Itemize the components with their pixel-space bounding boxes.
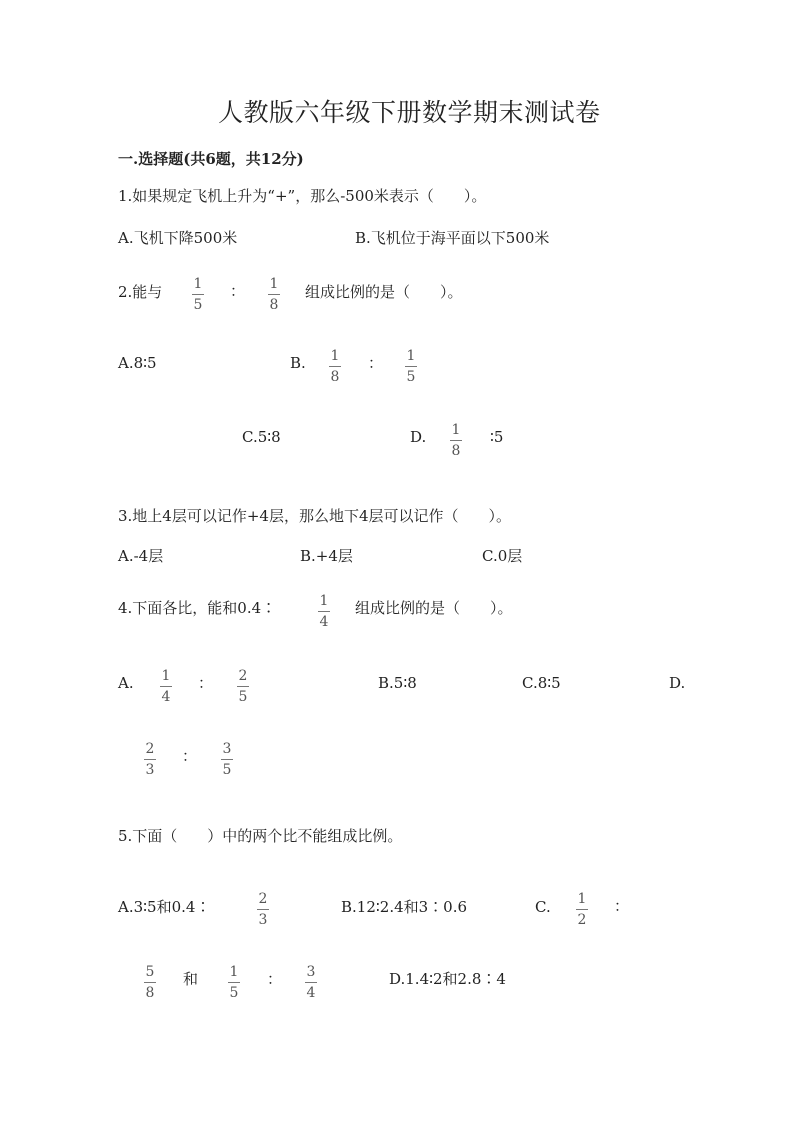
q4-option-b[interactable]: B.5∶8 xyxy=(378,674,417,692)
q2-option-d-tail: ∶5 xyxy=(490,428,504,446)
fraction xyxy=(192,277,204,312)
q4-option-c[interactable]: C.8∶5 xyxy=(522,674,561,692)
fraction-denominator: 5 xyxy=(238,689,248,705)
q4-option-d-label[interactable]: D. xyxy=(669,674,686,692)
fraction-denominator: 8 xyxy=(269,297,279,313)
q4-option-a-label[interactable]: A. xyxy=(118,674,134,692)
fraction-denominator: 5 xyxy=(229,985,239,1001)
q2-option-c[interactable]: C.5∶8 xyxy=(242,428,281,446)
fraction-numerator: 1 xyxy=(406,348,416,364)
ratio-colon: ： xyxy=(614,897,630,915)
fraction-denominator: 8 xyxy=(330,369,340,385)
fraction-denominator: 5 xyxy=(222,762,232,778)
fraction-denominator: 2 xyxy=(577,912,587,928)
question-4-prefix: 4.下面各比，能和0.4∶ xyxy=(118,599,277,617)
fraction xyxy=(450,423,462,458)
fraction-numerator: 2 xyxy=(258,891,268,907)
fraction xyxy=(144,965,156,1000)
fraction xyxy=(268,277,280,312)
q2-option-a[interactable]: A.8∶5 xyxy=(118,354,157,372)
fraction xyxy=(576,892,588,927)
fraction-numerator: 1 xyxy=(193,276,203,292)
ratio-colon: ： xyxy=(198,674,214,692)
page-title: 人教版六年级下册数学期末测试卷 xyxy=(218,98,601,127)
fraction xyxy=(329,349,341,384)
fraction-numerator: 3 xyxy=(222,741,232,757)
q2-option-d-label[interactable]: D. xyxy=(410,428,427,446)
q3-option-a[interactable]: A.-4层 xyxy=(118,547,164,565)
fraction-denominator: 4 xyxy=(319,614,329,630)
fraction-numerator: 1 xyxy=(451,422,461,438)
fraction-numerator: 1 xyxy=(319,593,329,609)
q5-option-b[interactable]: B.12∶2.4和3∶0.6 xyxy=(341,898,468,916)
fraction-numerator: 1 xyxy=(229,964,239,980)
q3-option-c[interactable]: C.0层 xyxy=(482,547,523,565)
q1-option-a[interactable]: A.飞机下降500米 xyxy=(118,229,238,247)
fraction-denominator: 5 xyxy=(193,297,203,313)
fraction xyxy=(237,669,249,704)
question-3: 3.地上4层可以记作+4层，那么地下4层可以记作（ ）。 xyxy=(118,507,512,525)
fraction-numerator: 2 xyxy=(238,668,248,684)
fraction-numerator: 1 xyxy=(269,276,279,292)
question-1: 1.如果规定飞机上升为“+”，那么-500米表示（ ）。 xyxy=(118,187,487,205)
fraction-denominator: 3 xyxy=(258,912,268,928)
ratio-colon: ： xyxy=(230,282,246,300)
ratio-colon: ： xyxy=(267,970,283,988)
fraction-numerator: 1 xyxy=(161,668,171,684)
fraction-denominator: 8 xyxy=(451,443,461,459)
fraction xyxy=(144,742,156,777)
fraction-denominator: 4 xyxy=(306,985,316,1001)
fraction-numerator: 3 xyxy=(306,964,316,980)
fraction xyxy=(318,594,330,629)
fraction xyxy=(228,965,240,1000)
fraction-numerator: 2 xyxy=(145,741,155,757)
fraction-numerator: 1 xyxy=(330,348,340,364)
fraction-numerator: 1 xyxy=(577,891,587,907)
fraction xyxy=(257,892,269,927)
fraction-denominator: 5 xyxy=(406,369,416,385)
fraction xyxy=(405,349,417,384)
q3-option-b[interactable]: B.+4层 xyxy=(300,547,353,565)
fraction xyxy=(160,669,172,704)
fraction-numerator: 5 xyxy=(145,964,155,980)
q1-option-b[interactable]: B.飞机位于海平面以下500米 xyxy=(355,229,550,247)
ratio-colon: ： xyxy=(182,747,198,765)
q5-option-c-and: 和 xyxy=(183,970,199,988)
q5-option-c-label[interactable]: C. xyxy=(535,898,551,916)
ratio-colon: ： xyxy=(368,354,384,372)
question-5: 5.下面（ ）中的两个比不能组成比例。 xyxy=(118,827,403,845)
section-heading: 一.选择题(共6题，共12分) xyxy=(118,150,304,168)
question-4-suffix: 组成比例的是（ ）。 xyxy=(355,599,513,617)
q2-option-b-label[interactable]: B. xyxy=(290,354,306,372)
fraction-denominator: 8 xyxy=(145,985,155,1001)
fraction xyxy=(221,742,233,777)
question-2-suffix: 组成比例的是（ ）。 xyxy=(305,283,463,301)
q5-option-a-prefix[interactable]: A.3∶5和0.4∶ xyxy=(118,898,211,916)
fraction-denominator: 3 xyxy=(145,762,155,778)
fraction-denominator: 4 xyxy=(161,689,171,705)
question-2-prefix: 2.能与 xyxy=(118,283,163,301)
fraction xyxy=(305,965,317,1000)
q5-option-d[interactable]: D.1.4∶2和2.8∶4 xyxy=(389,970,506,988)
